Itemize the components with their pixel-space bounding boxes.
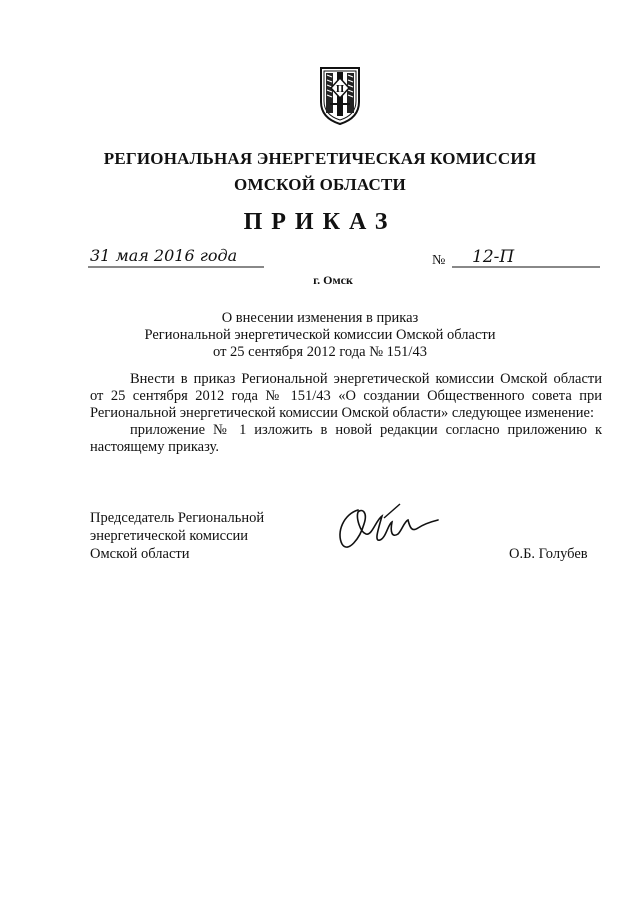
subject-line2: Региональной энергетической комиссии Омской области	[144, 327, 496, 343]
handwritten-number-text: 12-П	[472, 247, 515, 267]
handwritten-date-text: 31 мая 2016 года	[90, 246, 238, 265]
document-title: ПРИКАЗ	[243, 209, 397, 235]
handwritten-signature	[330, 498, 442, 560]
position-line2: энергетической комиссии	[90, 528, 249, 544]
svg-text:П: П	[335, 85, 345, 95]
position-line3: Омской области	[90, 546, 190, 562]
subject-line1: О внесении изменения в приказ	[221, 310, 419, 326]
handwritten-number	[452, 244, 602, 270]
coat-of-arms-icon	[318, 64, 362, 126]
city-name: г. Омск	[313, 273, 353, 287]
subject-line3: от 25 сентября 2012 года № 151/43	[213, 344, 427, 360]
handwritten-date	[88, 244, 266, 270]
signatory-position	[90, 509, 264, 563]
organization-name-line2: ОМСКОЙ ОБЛАСТИ	[234, 175, 406, 194]
order-body	[90, 371, 602, 456]
body-paragraph-2: приложение № 1 изложить в новой редакции согласно приложению к настоящему приказу.	[90, 422, 602, 455]
body-paragraph-1: Внести в приказ Региональной энергетической комиссии Омской области от 25 сентября 2012 года № 151/43 «О создании Общественного совета при Региональной энергетической комиссии Омской области» следующее изменение:	[90, 371, 602, 421]
organization-name-line1: РЕГИОНАЛЬНАЯ ЭНЕРГЕТИЧЕСКАЯ КОМИССИЯ	[103, 149, 537, 168]
position-line1: Председатель Региональной	[90, 510, 265, 526]
signer-name: О.Б. Голубев	[509, 546, 588, 562]
number-label: №	[432, 253, 446, 268]
